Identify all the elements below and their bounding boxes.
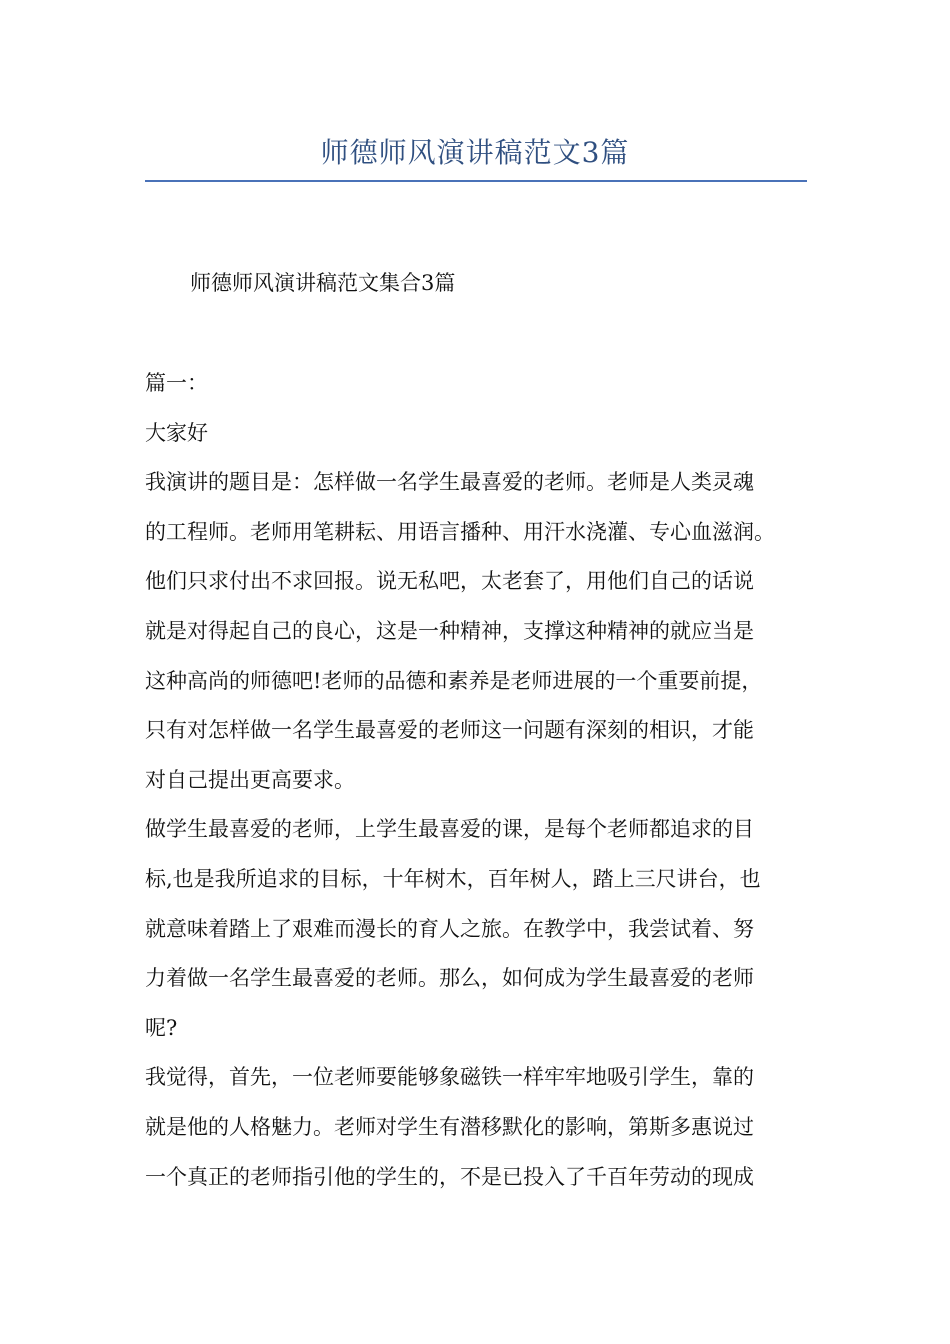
title-underline (145, 180, 807, 182)
text-line: 大家好 (145, 420, 208, 445)
text-line: 的工程师。老师用笔耕耘、用语言播种、用汗水浇灌、专心血滋润。 (145, 519, 775, 544)
text-line: 对自己提出更高要求。 (145, 767, 355, 792)
text-line: 做学生最喜爱的老师，上学生最喜爱的课，是每个老师都追求的目 (145, 817, 754, 842)
text-line: 这种高尚的师德吧!老师的品德和素养是老师进展的一个重要前提， (145, 668, 763, 693)
document-title: 师德师风演讲稿范文3篇 (320, 136, 630, 169)
text-line: 就是对得起自己的良心，这是一种精神，支撑这种精神的就应当是 (145, 618, 754, 643)
text-line: 我觉得，首先，一位老师要能够象磁铁一样牢牢地吸引学生，靠的 (145, 1065, 754, 1090)
document-body (145, 365, 807, 1208)
text-line: 就是他的人格魅力。老师对学生有潜移默化的影响，第斯多惠说过 (145, 1114, 754, 1139)
text-line: 他们只求付出不求回报。说无私吧，太老套了，用他们自己的话说 (145, 569, 754, 594)
text-line: 呢? (145, 1015, 178, 1040)
text-line: 力着做一名学生最喜爱的老师。那么，如何成为学生最喜爱的老师 (145, 966, 754, 991)
text-line: 我演讲的题目是：怎样做一名学生最喜爱的老师。老师是人类灵魂 (145, 470, 754, 495)
text-line: 篇一： (145, 371, 208, 395)
text-line: 就意味着踏上了艰难而漫长的育人之旅。在教学中，我尝试着、努 (145, 916, 754, 941)
document-subtitle: 师德师风演讲稿范文集合3篇 (190, 271, 456, 295)
text-line: 一个真正的老师指引他的学生的，不是已投入了千百年劳动的现成 (145, 1164, 754, 1189)
text-line: 标,也是我所追求的目标，十年树木，百年树人，踏上三尺讲台，也 (145, 866, 761, 891)
text-line: 只有对怎样做一名学生最喜爱的老师这一问题有深刻的相识，才能 (145, 718, 754, 743)
